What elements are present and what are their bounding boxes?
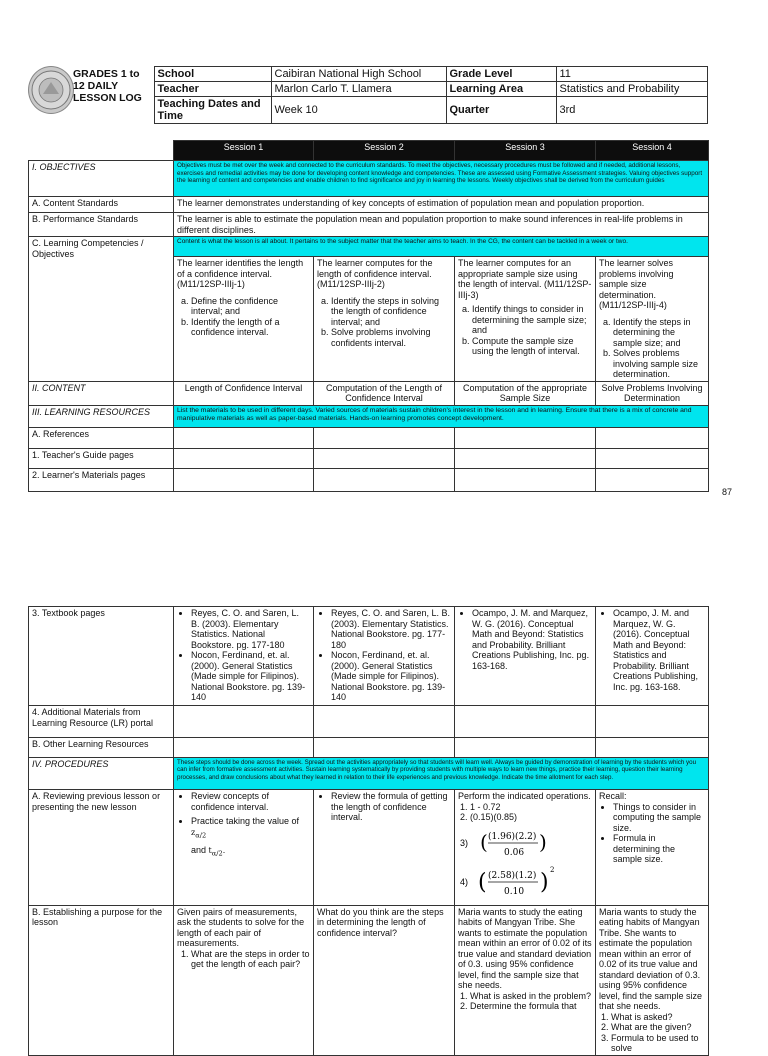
content-standards-label: A. Content Standards: [29, 197, 174, 213]
competency-text: The learner identifies the length of a confidence interval. (M11/12SP-IIIj-1): [177, 258, 304, 289]
review-item: • Review the formula of getting the length of confidence interval.: [331, 791, 451, 823]
content-session-2: Computation of the Length of Confidence Interval: [314, 381, 455, 405]
references-label: A. References: [29, 427, 174, 448]
competency-item: a. Identify the steps in determining the sample size; and: [613, 317, 705, 349]
competency-item: a. Identify things to consider in determining the sample size; and: [472, 304, 592, 336]
area-label: Learning Area: [446, 82, 556, 97]
textbook-ref: • Nocon, Ferdinand, et. al. (2000). General Statistics (Made simple for Filipinos). National Bookstore. pg. 139-140: [191, 650, 310, 703]
z-alpha-half-formula: $z_{\alpha/2}$: [191, 827, 207, 840]
lesson-table-2: [28, 606, 709, 1056]
purpose-session-3: [455, 905, 596, 1055]
svg-text:(: (: [478, 870, 487, 895]
purpose-session-1: [174, 905, 314, 1055]
content-session-1: Length of Confidence Interval: [174, 381, 314, 405]
content-session-3: Computation of the appropriate Sample Size: [455, 381, 596, 405]
competency-text: The learner solves problems involving sample size determination. (M11/12SP-IIIj-4): [599, 258, 674, 310]
competency-item: a. Identify the steps in solving the length of confidence interval; and: [331, 296, 451, 328]
grade-value: 11: [556, 67, 707, 82]
page-number: 87: [722, 487, 733, 497]
teacher-label: Teacher: [154, 82, 271, 97]
operations-title: Perform the indicated operations.: [458, 791, 591, 801]
svg-text:2: 2: [550, 866, 555, 874]
header-table: [27, 66, 708, 124]
content-session-4: Solve Problems Involving Determination: [596, 381, 709, 405]
performance-standards-label: B. Performance Standards: [29, 213, 174, 237]
competency-item: b. Solve problems involving confidents interval.: [331, 327, 451, 348]
competency-session-1: [174, 257, 314, 382]
svg-text:0.06: 0.06: [504, 847, 525, 858]
school-label: School: [154, 67, 271, 82]
purpose-session-2: What do you think are the steps in determining the length of confidence interval?: [314, 905, 455, 1055]
session-4-header: Session 4: [596, 141, 709, 161]
additional-materials-label: 4. Additional Materials from Learning Resource (LR) portal: [29, 706, 174, 738]
purpose-question: 1. What is asked in the problem?: [470, 991, 592, 1002]
competency-session-3: [455, 257, 596, 382]
purpose-question: 1. What is asked?: [611, 1012, 705, 1023]
content-heading: II. CONTENT: [29, 381, 174, 405]
purpose-question: 2. Determine the formula that: [470, 1001, 592, 1012]
svg-text:0.10: 0.10: [504, 887, 525, 897]
review-item: Practice taking the value of: [191, 816, 300, 826]
purpose-question: 1. What are the steps in order to get the length of each pair?: [191, 949, 310, 970]
competency-item: b. Compute the sample size using the length of interval.: [472, 336, 592, 357]
reviewing-session-3: [455, 790, 596, 906]
textbook-session-4: [596, 607, 709, 706]
svg-text:(2.58)(1.2): (2.58)(1.2): [488, 871, 537, 881]
purpose-text: Given pairs of measurements, ask the students to solve for the length of each pair of measurements.: [177, 906, 305, 948]
t-alpha-half-formula: $t_{\alpha/2}$: [208, 845, 223, 858]
dates-value: Week 10: [271, 97, 446, 124]
area-value: Statistics and Probability: [556, 82, 707, 97]
competencies-label: C. Learning Competencies / Objectives: [29, 237, 174, 382]
procedures-note: These steps should be done across the week. Spread out the activities appropriately so that students will learn well. Always be guided by demonstration of learning by the students which you can infer from formative assessment activities. Sustain learning systematically by providing students with multiple ways to learn new things, practice their learning, question their learning processes, and draw conclusions about what they learned in relation to their life experiences and previous knowledge. Indicate the time allotment for each step.: [174, 758, 709, 790]
content-standards: The learner demonstrates understanding of key concepts of estimation of population mean and population proportion.: [174, 197, 709, 213]
textbook-ref: • Reyes, C. O. and Saren, L. B. (2003). Elementary Statistics. National Bookstore. pg. 177-180: [191, 608, 310, 650]
svg-text:): ): [540, 870, 549, 895]
recall-title: Recall:: [599, 791, 627, 801]
competency-text: The learner computes for an appropriate sample size using the length of interval. (M11/12SP-IIIj-3): [458, 258, 592, 300]
purpose-problem: Maria wants to study the eating habits of Mangyan Tribe. She wants to estimate the population mean within an error of 0.02 of its true value and standard deviation of 0.3. using 95% confidence level, find the sample size that she needs.: [599, 906, 703, 1011]
textbook-ref: • Reyes, C. O. and Saren, L. B. (2003). Elementary Statistics. National Bookstore. pg. 177-180: [331, 608, 451, 650]
teacher-value: Marlon Carlo T. Llamera: [271, 82, 446, 97]
objectives-heading: I. OBJECTIVES: [29, 161, 174, 197]
school-value: Caibiran National High School: [271, 67, 446, 82]
reviewing-label: A. Reviewing previous lesson or presenting the new lesson: [29, 790, 174, 906]
textbook-session-3: [455, 607, 596, 706]
review-item: and: [191, 844, 207, 855]
textbook-ref: • Ocampo, J. M. and Marquez, W. G. (2016). Conceptual Math and Beyond: Statistics and Probability. Brilliant Creations Publishing, Inc. pg. 163-168.: [613, 608, 705, 692]
purpose-session-4: [596, 905, 709, 1055]
operation-item: 2. (0.15)(0.85): [470, 812, 592, 823]
purpose-label: B. Establishing a purpose for the lesson: [29, 905, 174, 1055]
quarter-label: Quarter: [446, 97, 556, 124]
fraction-formula-3: [458, 825, 592, 865]
svg-text:(1.96)(2.2): (1.96)(2.2): [488, 831, 537, 842]
textbook-ref: • Ocampo, J. M. and Marquez, W. G. (2016). Conceptual Math and Beyond: Statistics and Probability. Brilliant Creations Publishing, Inc. pg. 163-168.: [472, 608, 592, 671]
header-title: GRADES 1 to 12 DAILY LESSON LOG: [27, 67, 154, 124]
fraction-formula-4: [458, 864, 592, 904]
competency-text: The learner computes for the length of confidence interval. (M11/12SP-IIIj-2): [317, 258, 433, 289]
textbook-label: 3. Textbook pages: [29, 607, 174, 706]
session-1-header: Session 1: [174, 141, 314, 161]
learning-resources-heading: III. LEARNING RESOURCES: [29, 405, 174, 427]
reviewing-session-2: [314, 790, 455, 906]
reviewing-session-4: [596, 790, 709, 906]
session-3-header: Session 3: [455, 141, 596, 161]
procedures-heading: IV. PROCEDURES: [29, 758, 174, 790]
purpose-problem: Maria wants to study the eating habits of Mangyan Tribe. She wants to estimate the population mean within an error of 0.02 of its true value and standard deviation of 0.3. using 95% confidence level, find the sample size that she needs.: [458, 906, 592, 990]
learning-resources-note: List the materials to be used in different days. Varied sources of materials sustain children's interest in the lesson and in learning. Ensure that there is a mix of concrete and manipulative materials as well as paper-based materials. Hands-on learning promotes concept development.: [174, 405, 709, 427]
learners-materials-label: 2. Learner's Materials pages: [29, 468, 174, 491]
textbook-session-2: [314, 607, 455, 706]
lesson-table-1: [28, 140, 709, 492]
svg-text:3): 3): [460, 837, 469, 848]
svg-text:): ): [539, 829, 547, 854]
competency-session-4: [596, 257, 709, 382]
textbook-session-1: [174, 607, 314, 706]
quarter-value: 3rd: [556, 97, 707, 124]
competencies-note: Content is what the lesson is all about. It pertains to the subject matter that the teacher aims to teach. In the CG, the content can be tackled in a week or two.: [174, 237, 709, 257]
textbook-ref: • Nocon, Ferdinand, et. al. (2000). General Statistics (Made simple for Filipinos). National Bookstore. pg. 139-140: [331, 650, 451, 703]
svg-text:(: (: [480, 829, 488, 854]
teachers-guide-label: 1. Teacher's Guide pages: [29, 448, 174, 468]
recall-item: • Things to consider in computing the sample size.: [613, 802, 705, 834]
purpose-question: 2. What are the given?: [611, 1022, 705, 1033]
grade-label: Grade Level: [446, 67, 556, 82]
session-2-header: Session 2: [314, 141, 455, 161]
svg-text:4): 4): [460, 877, 469, 887]
other-resources-label: B. Other Learning Resources: [29, 738, 174, 758]
purpose-question: 3. Formula to be used to solve: [611, 1033, 705, 1054]
operation-item: 1. 1 - 0.72: [470, 802, 592, 813]
competency-session-2: [314, 257, 455, 382]
competency-item: b. Solves problems involving sample size determination.: [613, 348, 705, 380]
dates-label: Teaching Dates and Time: [154, 97, 271, 124]
competency-item: b. Identify the length of a confidence interval.: [191, 317, 310, 338]
objectives-note: Objectives must be met over the week and connected to the curriculum standards. To meet the objectives, necessary procedures must be followed and if needed, additional lessons, exercises and remedial activities may be done for developing content knowledge and competencies. These are assessed using Formative Assessment strategies. Valuing objectives support the learning of content and competencies and enable children to find significance and joy in learning the lessons. Weekly objectives shall be derived from the curriculum guides: [174, 161, 709, 197]
review-item: • Review concepts of confidence interval.: [191, 791, 310, 812]
competency-item: a. Define the confidence interval; and: [191, 296, 310, 317]
recall-item: • Formula in determining the sample size.: [613, 833, 705, 865]
performance-standards: The learner is able to estimate the population mean and population proportion to make sound inferences in real-life problems in different disciplines.: [174, 213, 709, 237]
reviewing-session-1: • Review concepts of confidence interval. • Practice taking the value of $z_{\alpha/2}$ and $t_{\alpha/2}$.: [174, 790, 314, 906]
